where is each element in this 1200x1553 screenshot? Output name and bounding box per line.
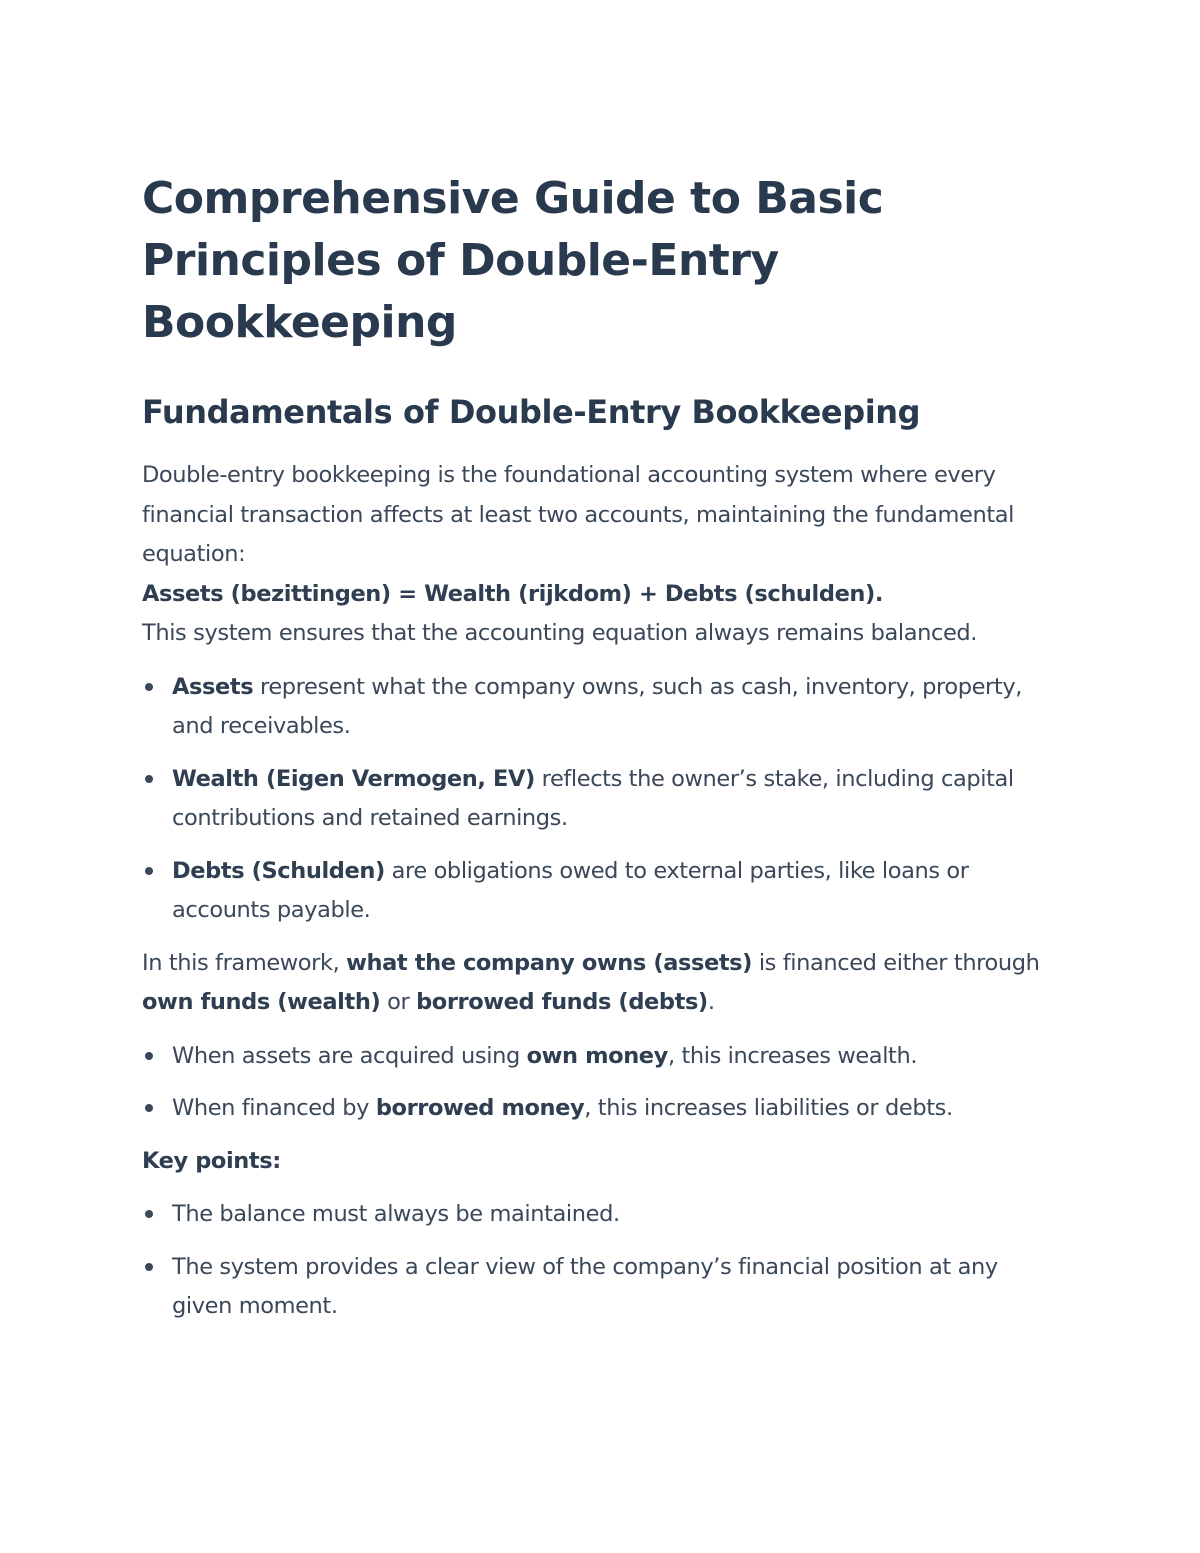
key-points-label-paragraph bbox=[142, 1142, 1062, 1182]
bullet-icon bbox=[145, 775, 153, 783]
list-item bbox=[142, 760, 1062, 839]
financing-list bbox=[142, 1037, 1062, 1129]
bullet-icon bbox=[145, 1104, 153, 1112]
definitions-list bbox=[142, 668, 1062, 931]
definition-text: represent what the company owns, such as cash, inventory, property, and receivables. bbox=[172, 673, 1022, 739]
bullet-icon bbox=[145, 683, 153, 691]
list-item bbox=[142, 668, 1062, 747]
list-item bbox=[142, 852, 1062, 931]
list-text: The balance must always be maintained. bbox=[172, 1201, 620, 1227]
framework-bold: own funds (wealth) bbox=[142, 989, 381, 1015]
framework-text: In this framework, bbox=[142, 949, 347, 976]
document-title: Comprehensive Guide to Basic Principles of Double-Entry Bookkeeping bbox=[142, 173, 884, 348]
bullet-icon bbox=[145, 1052, 153, 1060]
intro-text: Double-entry bookkeeping is the foundational accounting system where every financial transaction affects at least two accounts, maintaining the fundamental equation: bbox=[142, 462, 1014, 567]
list-item bbox=[142, 1089, 1062, 1129]
key-points-label: Key points: bbox=[142, 1147, 281, 1174]
list-text: The system provides a clear view of the company’s financial position at any given moment. bbox=[172, 1253, 998, 1319]
document-page bbox=[142, 168, 1062, 1340]
definition-term: Debts (Schulden) bbox=[172, 857, 385, 884]
list-text: When financed by bbox=[172, 1095, 376, 1121]
intro-text-2: This system ensures that the accounting equation always remains balanced. bbox=[142, 620, 978, 646]
definition-term: Assets bbox=[172, 673, 254, 700]
list-item bbox=[142, 1037, 1062, 1077]
bullet-icon bbox=[145, 867, 153, 875]
framework-text: . bbox=[707, 989, 715, 1015]
list-item bbox=[142, 1248, 1062, 1327]
section-heading: Fundamentals of Double-Entry Bookkeeping bbox=[142, 393, 921, 431]
list-item bbox=[142, 1195, 1062, 1235]
bullet-icon bbox=[145, 1263, 153, 1271]
list-bold: borrowed money bbox=[375, 1095, 585, 1121]
framework-text: or bbox=[380, 989, 417, 1015]
definition-text: reflects the owner’s stake, including capital contributions and retained earnings. bbox=[172, 765, 1014, 831]
definition-term: Wealth (Eigen Vermogen, EV) bbox=[172, 765, 535, 792]
key-points-list bbox=[142, 1195, 1062, 1327]
intro-paragraph bbox=[142, 456, 1062, 654]
list-text: , this increases liabilities or debts. bbox=[584, 1095, 953, 1121]
equation-text: Assets (bezittingen) = Wealth (rijkdom) + Debts (schulden). bbox=[142, 580, 884, 607]
framework-bold: what the company owns (assets) bbox=[346, 949, 753, 976]
list-text: When assets are acquired using bbox=[172, 1042, 527, 1069]
list-bold: own money bbox=[526, 1042, 668, 1069]
framework-paragraph bbox=[142, 944, 1062, 1023]
bullet-icon bbox=[145, 1210, 153, 1218]
list-text: , this increases wealth. bbox=[667, 1042, 918, 1069]
framework-bold: borrowed funds (debts) bbox=[416, 989, 708, 1015]
definition-text: are obligations owed to external parties, like loans or accounts payable. bbox=[172, 857, 969, 923]
framework-text: is financed either through bbox=[752, 949, 1040, 976]
